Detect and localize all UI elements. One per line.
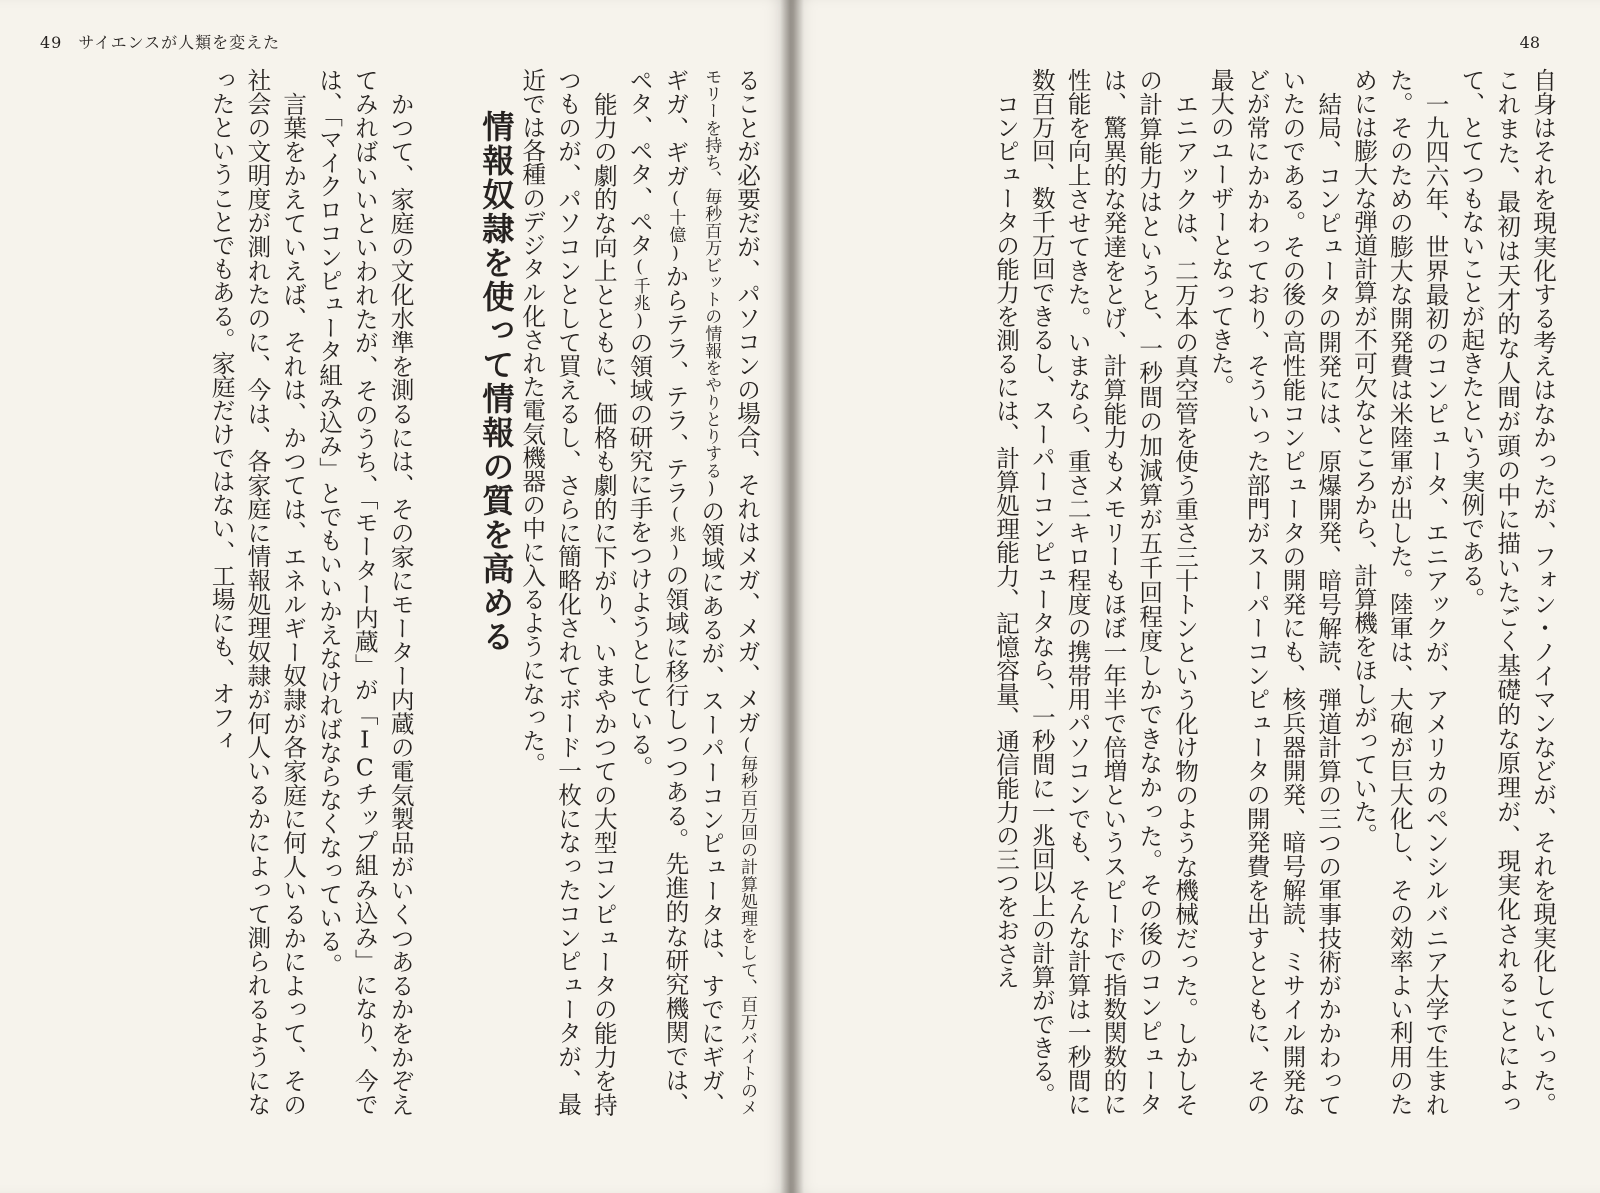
left-p0-text-i: の領域の研究に手をつけようとしている。	[625, 330, 654, 780]
right-page	[790, 0, 1600, 1193]
left-p0-note-f: (兆)	[665, 504, 686, 563]
left-p0-note-d: (十億)	[665, 188, 686, 264]
right-paragraph-0: 自身はそれを現実化する考えはなかったが、フォン・ノイマンなどが、それを現実化していった。これまた、最初は天才的な人間が頭の中に描いたごく基礎的な原理が、現実化されることによって、とてつもないことが起きたという実例である。	[1457, 68, 1557, 1116]
right-paragraph-1: 一九四六年、世界最初のコンピュータ、エニアックが、アメリカのペンシルバニア大学で生まれた。そのための膨大な開発費は米陸軍が出した。陸軍は、大砲が巨大化し、その効率よい利用のためには膨大な弾道計算が不可欠なところから、計算機をほしがっていた。	[1350, 68, 1450, 1116]
left-page-number: 49	[40, 33, 63, 52]
left-page	[0, 0, 790, 1193]
left-p0-note-h: (千兆)	[629, 256, 650, 331]
left-paragraph-2: かつて、家庭の文化水準を測るには、その家にモーター内蔵の電気製品がいくつあるかをかぞえてみればいいといわれたが、そのうち、「モーター内蔵」が「ICチップ組み込み」になり、今では、「マイクロコンピュータ組み込み」とでもいいかえなければならなくなっている。	[315, 68, 415, 1116]
left-paragraph-0	[621, 68, 764, 1116]
left-p0-text-a: ることが必要だが、パソコンの場合、それはメガ、メガ、メガ	[733, 68, 761, 735]
section-title: 情報奴隷を使って情報の質を高める	[477, 109, 516, 654]
right-page-number: 48	[1519, 33, 1540, 52]
left-p0-note-b: (毎秒百万回の計算処理をして、百万バイトのメモリーを持ち、毎秒百万ビットの情報をやりとりする)	[701, 68, 757, 1116]
left-p0-text-e: からテラ、テラ、テラ	[661, 263, 690, 505]
left-page-header	[40, 30, 280, 53]
right-paragraph-4: コンピュータの能力を測るには、計算処理能力、記憶容量、通信能力の三つをおさえ	[992, 91, 1021, 989]
left-page-body	[0, 68, 764, 1116]
left-paragraph-1: 能力の劇的な向上とともに、価格も劇的に下がり、いまやかつての大型コンピュータの能力を持つものが、パソコンとして買えるし、さらに簡略化されてボード一枚になったコンピュータが、最近では各種のデジタル化された電気機器の中に入るようになった。	[518, 68, 618, 1116]
right-page-body	[820, 68, 1560, 1116]
running-title: サイエンスが人類を変えた	[78, 33, 281, 52]
right-paragraph-3: エニアックは、二万本の真空管を使う重さ三十トンという化け物のような機械だった。しかしその計算能力はというと、一秒間の加減算が五千回程度しかできなかった。その後のコンピュータは、驚異的な発達をとげ、計算能力もメモリーもほぼ一年半で倍増というスピードで指数関数的に性能を向上させてきた。いまなら、重さ二キロ程度の携帯用パソコンでも、そんな計算は一秒間に数百万回、数千万回できるし、スーパーコンピュータなら、一秒間に一兆回以上の計算ができる。	[1027, 68, 1200, 1116]
left-p0-text-c: の領域にあるが、スーパーコンピュータは、すでにギガ、ギガ、ギガ	[661, 68, 726, 1116]
left-p0-text-g: の領域に移行しつつある。先進的な研究機関では、ペタ、ペタ、ペタ	[625, 68, 690, 1117]
left-paragraph-3: 言葉をかえていえば、それは、かつては、エネルギー奴隷が各家庭に何人いるかによって、その社会の文明度が測れたのに、今は、各家庭に情報処理奴隷が何人いるかによって測られるようになったということでもある。家庭だけではない、工場にも、オフィ	[207, 68, 308, 1116]
book-gutter	[780, 0, 804, 1193]
right-paragraph-2: 結局、コンピュータの開発には、原爆開発、暗号解読、弾道計算の三つの軍事技術がかかわっていたのである。その後の高性能コンピュータの開発にも、核兵器開発、暗号解読、ミサイル開発などが常にかかわっており、そういった部門がスーパーコンピュータの開発費を出すとともに、その最大のユーザーとなってきた。	[1206, 68, 1343, 1116]
